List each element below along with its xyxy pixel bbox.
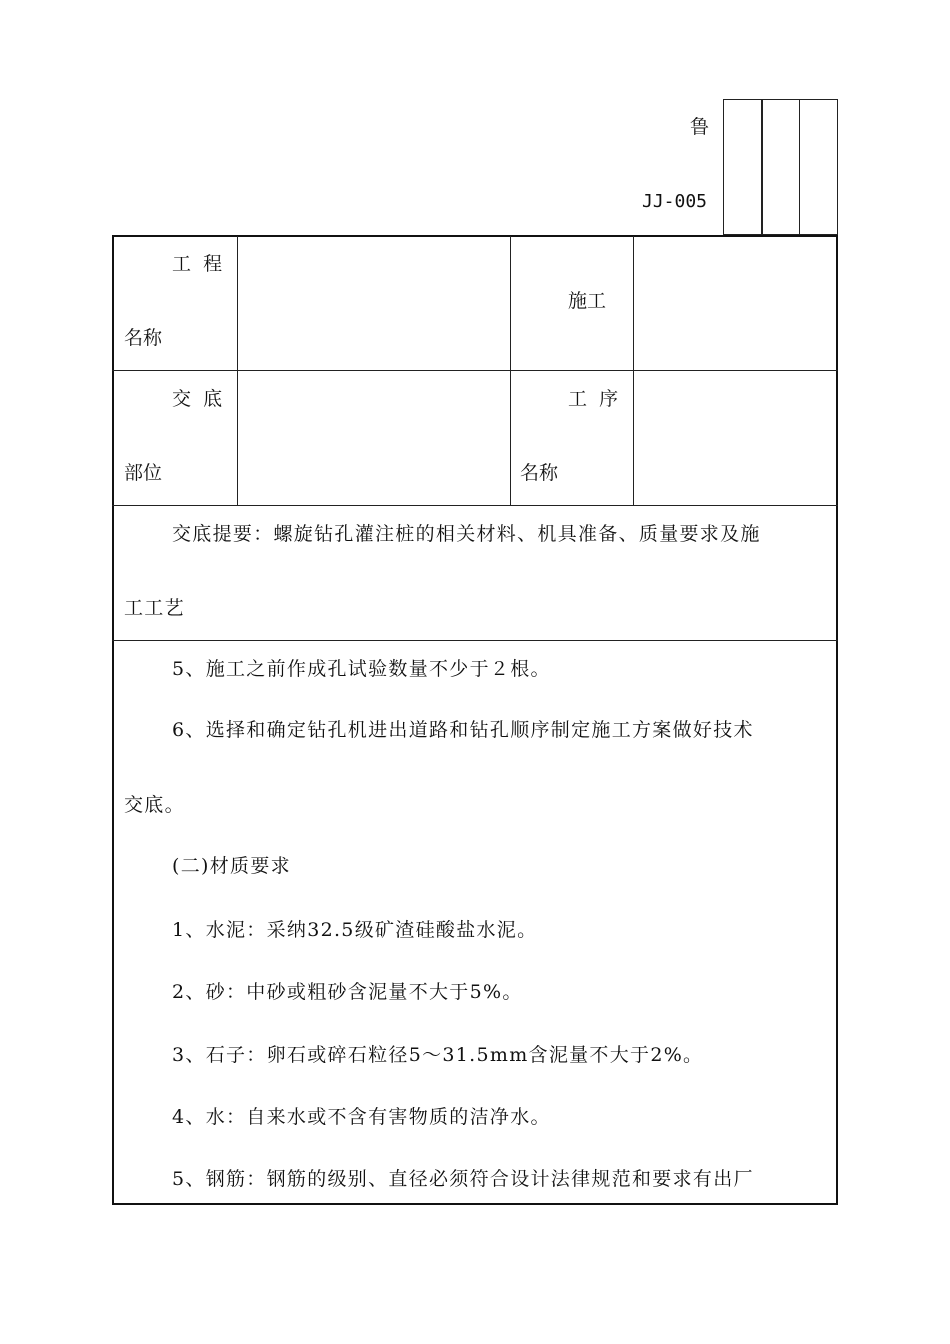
summary-line-1: 交底提要：螺旋钻孔灌注桩的相关材料、机具准备、质量要求及施 xyxy=(172,523,761,545)
process-label-1: 工 序 xyxy=(568,388,619,410)
row-divider-1 xyxy=(112,370,838,371)
col-divider-2 xyxy=(510,236,511,505)
doc-code: JJ-005 xyxy=(642,191,708,212)
row-divider-2 xyxy=(112,505,838,506)
header-box-1 xyxy=(723,99,762,235)
header-box-2 xyxy=(761,99,800,235)
project-name-label-2: 名称 xyxy=(124,327,163,349)
body-item-6-line-1: 6、选择和确定钻孔机进出道路和钻孔顺序制定施工方案做好技术 xyxy=(172,719,754,741)
col-divider-1 xyxy=(237,236,238,505)
material-item-2: 2、砂：中砂或粗砂含泥量不大于5%。 xyxy=(172,981,523,1003)
col-divider-3 xyxy=(633,236,634,505)
material-item-3: 3、石子：卵石或碎石粒径5～31.5mm含泥量不大于2%。 xyxy=(172,1044,704,1066)
section-heading-materials: (二)材质要求 xyxy=(172,855,291,877)
project-name-label-1: 工 程 xyxy=(172,253,223,275)
summary-line-2: 工工艺 xyxy=(124,597,185,619)
body-item-5: 5、施工之前作成孔试验数量不少于２根。 xyxy=(172,658,551,680)
material-item-4: 4、水：自来水或不含有害物质的洁净水。 xyxy=(172,1106,551,1128)
header-title-char: 鲁 xyxy=(690,116,710,138)
header-box-3 xyxy=(799,99,838,235)
material-item-5: 5、钢筋：钢筋的级别、直径必须符合设计法律规范和要求有出厂 xyxy=(172,1168,754,1190)
material-item-1: 1、水泥：采纳32.5级矿渣硅酸盐水泥。 xyxy=(172,919,538,941)
body-item-6-line-2: 交底。 xyxy=(124,794,185,816)
process-label-2: 名称 xyxy=(520,462,559,484)
row-divider-3 xyxy=(112,640,838,641)
construction-label: 施工 xyxy=(568,290,607,312)
part-label-2: 部位 xyxy=(124,462,163,484)
part-label-1: 交 底 xyxy=(172,388,223,410)
